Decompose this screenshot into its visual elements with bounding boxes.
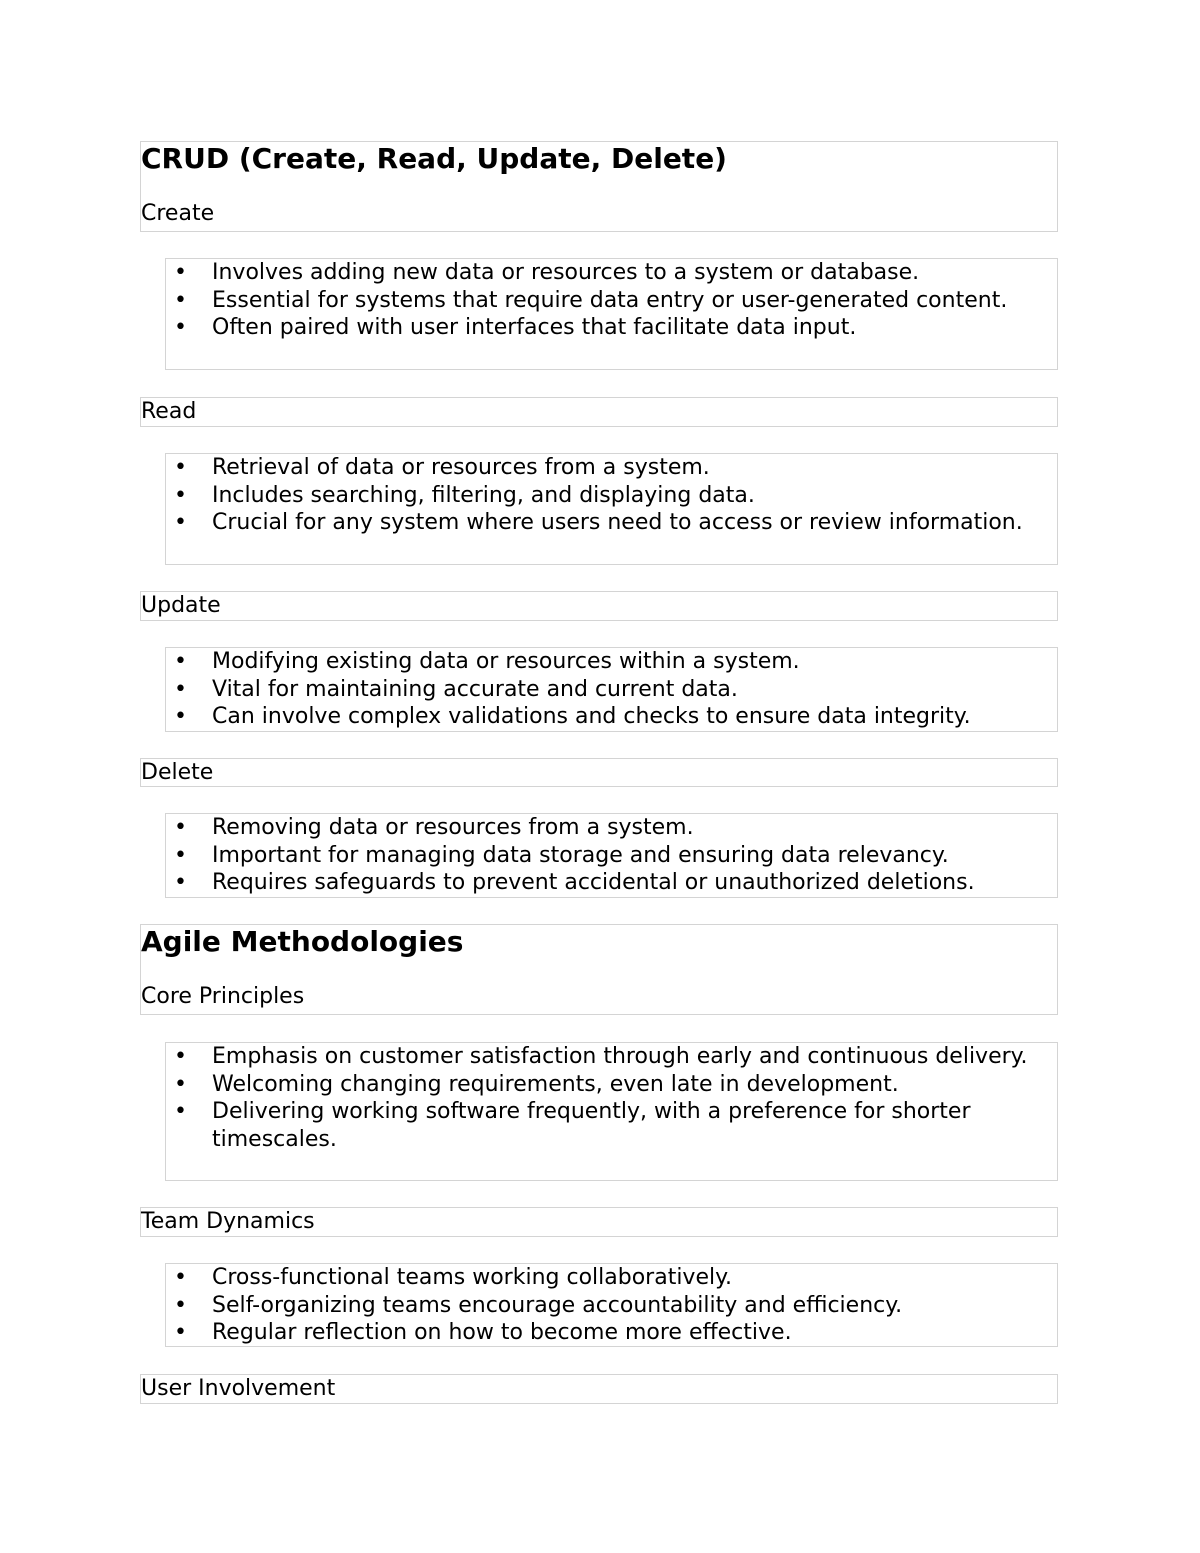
list-item: • Includes searching, filtering, and displaying data. [166,482,1057,510]
list-item: • Crucial for any system where users need to access or review information. [166,509,1057,537]
agile-heading-block [140,924,1058,1015]
list-item: • Often paired with user interfaces that facilitate data input. [166,314,1057,342]
crud-heading-block [140,141,1058,232]
list-item: • Emphasis on customer satisfaction through early and continuous delivery. [166,1043,1057,1071]
list-item: • Can involve complex validations and checks to ensure data integrity. [166,703,1057,731]
user-involvement-label: User Involvement [141,1376,336,1401]
update-label-block [140,591,1058,621]
delete-list [165,813,1058,898]
list-item: • Involves adding new data or resources to a system or database. [166,259,1057,287]
list-item: • Vital for maintaining accurate and current data. [166,676,1057,704]
list-item: • Removing data or resources from a system. [166,814,1057,842]
create-list [165,258,1058,370]
list-item: • Welcoming changing requirements, even late in development. [166,1071,1057,1099]
crud-heading: CRUD (Create, Read, Update, Delete) [141,142,727,175]
list-item: • Delivering working software frequently, with a preference for shorter timescales. [166,1098,1057,1153]
list-item: • Essential for systems that require data entry or user-generated content. [166,287,1057,315]
delete-label: Delete [141,760,214,785]
list-item: • Requires safeguards to prevent accidental or unauthorized deletions. [166,869,1057,897]
read-label-block [140,397,1058,427]
list-item: • Cross-functional teams working collaboratively. [166,1264,1057,1292]
core-principles-list [165,1042,1058,1181]
list-item: • Retrieval of data or resources from a system. [166,454,1057,482]
create-label: Create [141,201,215,226]
team-dynamics-label-block [140,1207,1058,1237]
delete-label-block [140,758,1058,787]
read-list [165,453,1058,565]
update-label: Update [141,593,221,618]
agile-heading: Agile Methodologies [141,925,464,958]
user-involvement-label-block [140,1374,1058,1404]
list-item: • Self-organizing teams encourage accountability and efficiency. [166,1292,1057,1320]
update-list [165,647,1058,732]
read-label: Read [141,399,197,424]
list-item: • Modifying existing data or resources within a system. [166,648,1057,676]
list-item: • Important for managing data storage and ensuring data relevancy. [166,842,1057,870]
core-principles-label: Core Principles [141,984,305,1009]
list-item: • Regular reflection on how to become more effective. [166,1319,1057,1347]
team-dynamics-label: Team Dynamics [141,1209,315,1234]
team-dynamics-list [165,1263,1058,1347]
